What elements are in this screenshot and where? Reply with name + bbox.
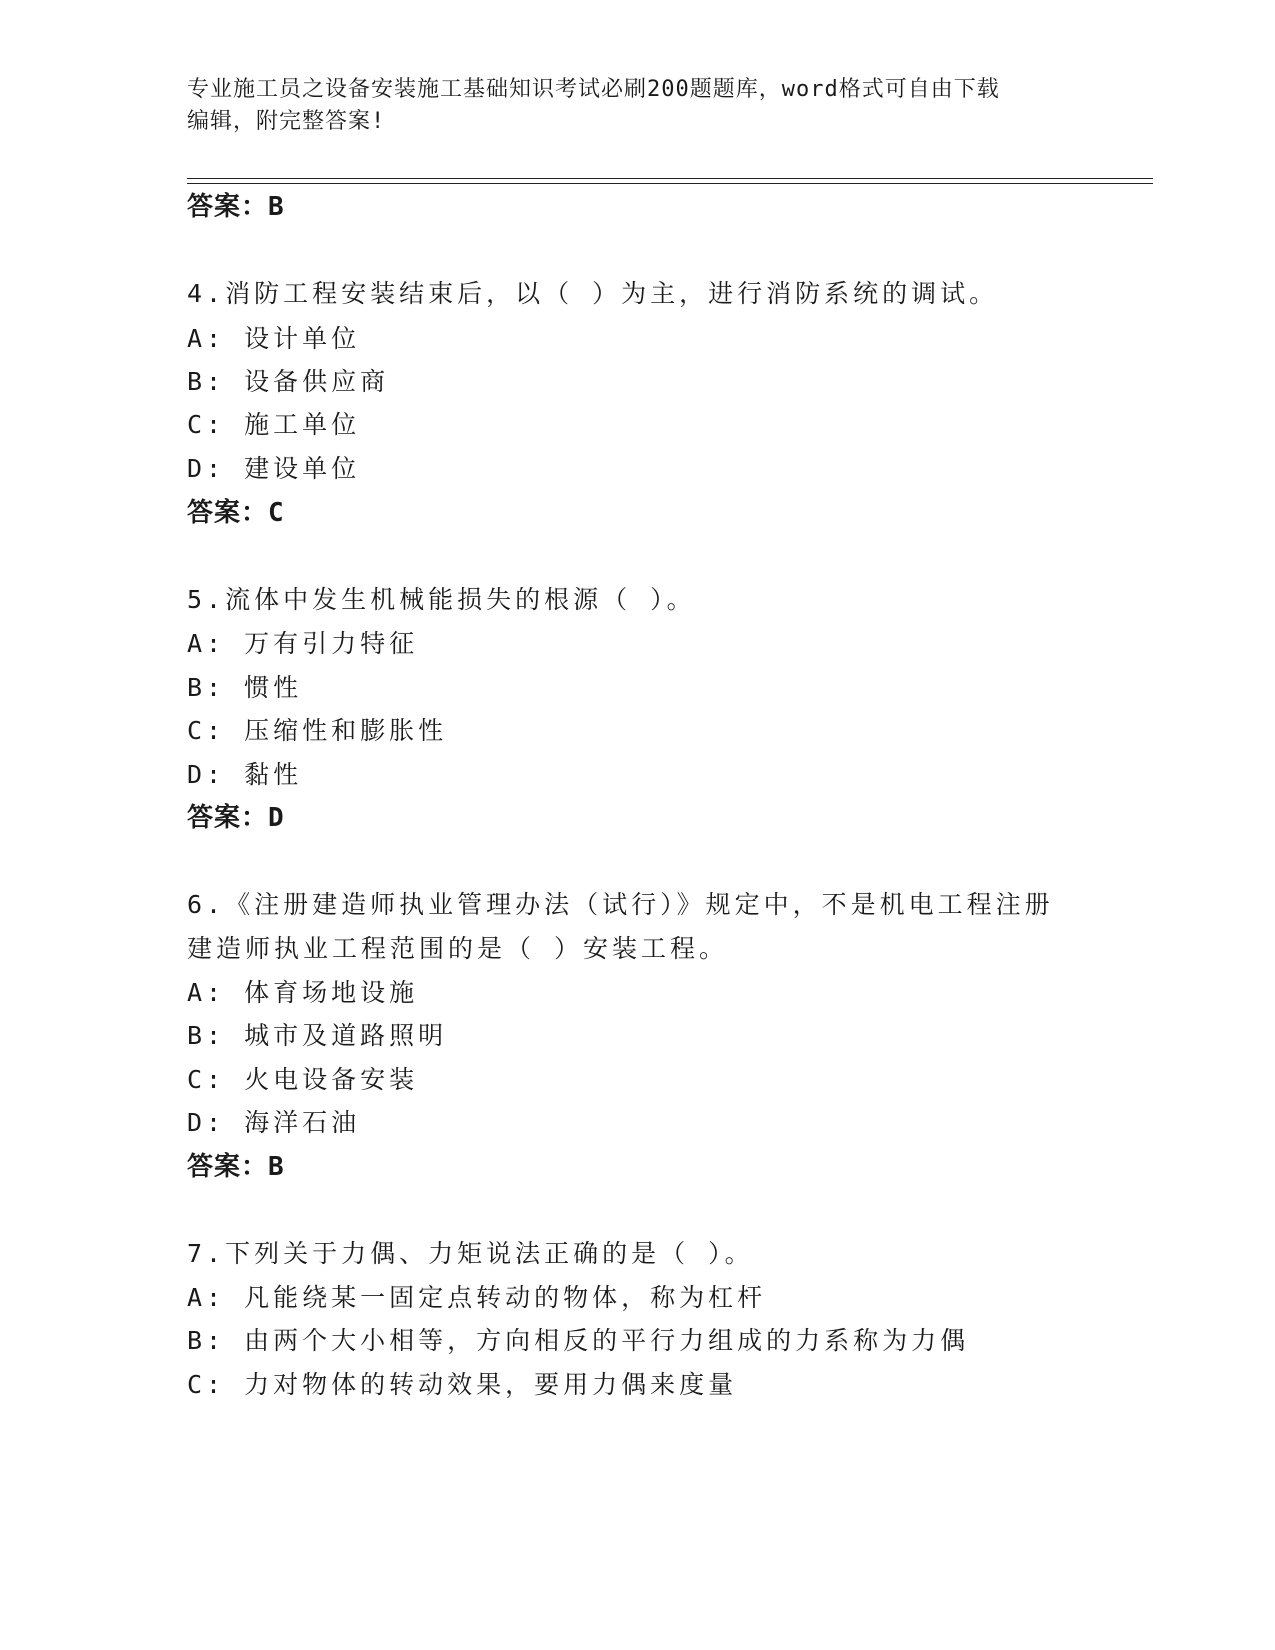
option-d: D: 建设单位 — [187, 454, 361, 483]
option-a: A: 体育场地设施 — [187, 978, 419, 1007]
option-b: B: 由两个大小相等，方向相反的平行力组成的力系称为力偶 — [187, 1326, 970, 1355]
option-a: A: 万有引力特征 — [187, 629, 419, 658]
option-d: D: 海洋石油 — [187, 1108, 361, 1137]
header-line-1: 专业施工员之设备安装施工基础知识考试必刷200题题库，word格式可自由下载 — [187, 77, 1000, 102]
answer-line: 答案：B — [187, 192, 285, 222]
question-stem-continued: 建造师执业工程范围的是（ ）安装工程。 — [187, 934, 729, 963]
question-stem: 4.消防工程安装结束后，以（ ）为主，进行消防系统的调试。 — [187, 279, 999, 308]
option-d: D: 黏性 — [187, 760, 303, 789]
option-a: A: 凡能绕某一固定点转动的物体，称为杠杆 — [187, 1283, 767, 1312]
question-stem: 5.流体中发生机械能损失的根源（ ）。 — [187, 585, 696, 614]
option-c: C: 施工单位 — [187, 410, 361, 439]
option-a: A: 设计单位 — [187, 324, 361, 353]
header-divider — [187, 178, 1153, 179]
answer-line: 答案：D — [187, 803, 285, 833]
option-c: C: 压缩性和膨胀性 — [187, 716, 448, 745]
option-b: B: 城市及道路照明 — [187, 1021, 448, 1050]
page-header — [187, 74, 1067, 138]
option-c: C: 力对物体的转动效果，要用力偶来度量 — [187, 1370, 738, 1399]
option-b: B: 惯性 — [187, 673, 303, 702]
answer-line: 答案：B — [187, 1152, 285, 1182]
answer-line: 答案：C — [187, 498, 285, 528]
question-stem: 7.下列关于力偶、力矩说法正确的是（ ）。 — [187, 1239, 754, 1268]
header-divider — [187, 183, 1153, 184]
header-line-2: 编辑，附完整答案! — [187, 109, 386, 134]
option-c: C: 火电设备安装 — [187, 1065, 419, 1094]
option-b: B: 设备供应商 — [187, 367, 390, 396]
question-stem: 6.《注册建造师执业管理办法（试行）》规定中，不是机电工程注册 — [187, 890, 1054, 919]
